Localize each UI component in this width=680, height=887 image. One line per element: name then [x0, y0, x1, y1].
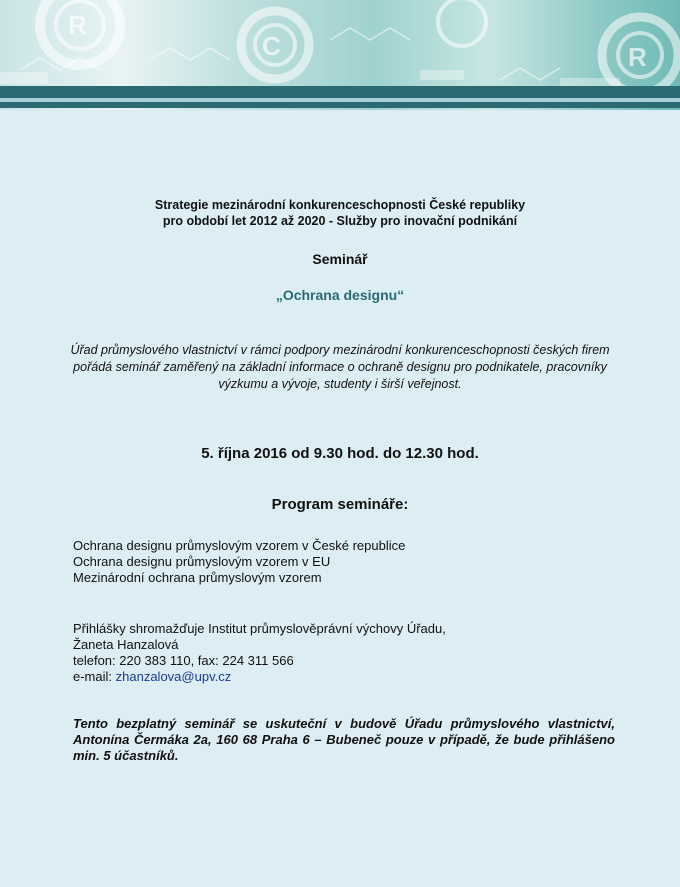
- svg-text:R: R: [628, 42, 647, 72]
- strategy-heading: [0, 197, 680, 229]
- event-date-time: 5. října 2016 od 9.30 hod. do 12.30 hod.: [201, 445, 479, 462]
- contact-name: Žaneta Hanzalová: [73, 637, 179, 652]
- program-item: Mezinárodní ochrana průmyslovým vzorem: [73, 570, 322, 585]
- contact-email-row: [73, 669, 446, 685]
- program-item: Ochrana designu průmyslovým vzorem v České republice: [73, 538, 406, 553]
- banner-stripe-dark: [0, 86, 680, 98]
- seminar-label: Seminář: [312, 251, 368, 267]
- email-link[interactable]: zhanzalova@upv.cz: [115, 669, 232, 684]
- banner-stripe-dark-thin: [0, 102, 680, 108]
- program-list: [73, 538, 405, 586]
- program-item: Ochrana designu průmyslovým vzorem v EU: [73, 554, 331, 569]
- intro-paragraph: Úřad průmyslového vlastnictví v rámci podpory mezinárodní konkurenceschopnosti českých firem pořádá seminář zaměřený na základní informace o ochraně designu pro podnikatele, pracovníky výzkumu a vývoje, studenty i širší veřejnost.: [70, 343, 610, 391]
- program-title: Program semináře:: [271, 496, 409, 513]
- svg-text:R: R: [68, 10, 87, 40]
- registration-info: Přihlášky shromažďuje Institut průmyslověprávní výchovy Úřadu,: [73, 621, 446, 636]
- email-label: e-mail:: [73, 669, 113, 684]
- contact-block: [73, 621, 446, 685]
- strategy-heading-line2: pro období let 2012 až 2020 - Služby pro inovační podnikání: [162, 214, 518, 228]
- contact-phone: telefon: 220 383 110, fax: 224 311 566: [73, 653, 294, 668]
- seminar-title: „Ochrana designu“: [275, 287, 405, 303]
- svg-text:C: C: [262, 31, 281, 61]
- strategy-heading-line1: Strategie mezinárodní konkurenceschopnosti České republiky: [154, 198, 526, 212]
- final-note: Tento bezplatný seminář se uskuteční v budově Úřadu průmyslového vlastnictví, Antonína Čermáka 2a, 160 68 Praha 6 – Bubeneč pouze v případě, že bude přihlášeno min. 5 účastníků.: [73, 716, 615, 763]
